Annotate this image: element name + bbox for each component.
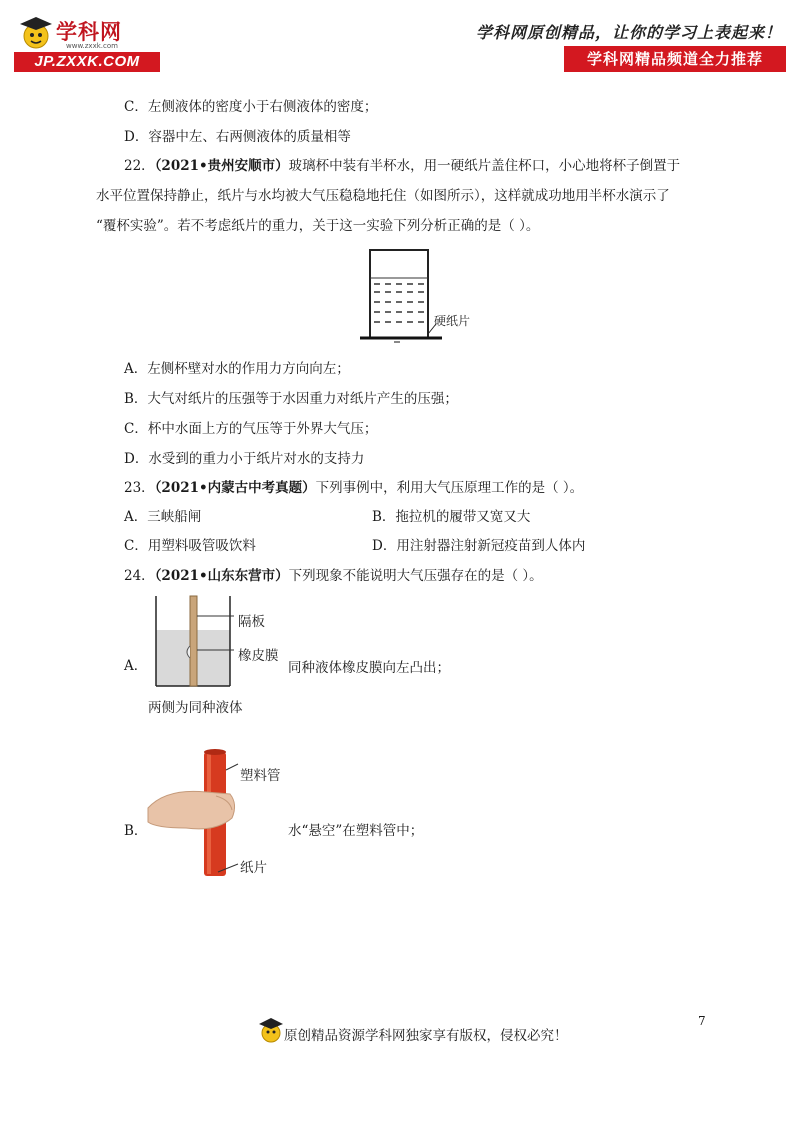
mascot-icon [14, 14, 58, 52]
q24-label-membrane: 橡皮膜 [238, 648, 279, 664]
q24-stem [124, 566, 543, 586]
q24-option-a-prefix: A． [124, 658, 148, 674]
q24-label-partition: 隔板 [238, 614, 265, 630]
q24-label-card: 纸片 [240, 860, 267, 876]
q22-line3: “覆杯实验”。若不考虑纸片的重力，关于这一实验下列分析正确的是（ ）。 [96, 218, 540, 234]
q22-option-c: C．杯中水面上方的气压等于外界大气压； [124, 421, 378, 437]
prev-option-c: C．左侧液体的密度小于右侧液体的密度； [124, 99, 378, 115]
q22-line2: 水平位置保持静止，纸片与水均被大气压稳稳地托住（如图所示），这样就成功地用半杯水演示了 [96, 188, 670, 204]
q22-cup-figure [360, 246, 490, 346]
q23-option-d: D．用注射器注射新冠疫苗到人体内 [372, 538, 586, 554]
q24-number: 24． [124, 568, 155, 584]
logo-domain: JP.ZXXK.COM [14, 52, 160, 72]
page-number: 7 [698, 1014, 706, 1028]
q23-text: 下列事例中，利用大气压原理工作的是（ ）。 [315, 480, 584, 496]
q24-label-tube: 塑料管 [240, 768, 281, 784]
q23-source: （2021•内蒙古中考真题） [154, 480, 316, 496]
q22-stem: 玻璃杯中装有半杯水，用一硬纸片盖住杯口，小心地将杯子倒置于 [288, 158, 681, 174]
q22-option-a: A．左侧杯壁对水的作用力方向向左； [124, 361, 350, 377]
q22-number: 22． [124, 158, 155, 174]
site-logo[interactable] [14, 14, 164, 74]
q24-container-figure [150, 592, 240, 692]
q22-label-card: 硬纸片 [434, 314, 471, 328]
footer-mascot-icon [258, 1016, 284, 1046]
q23-option-a: A．三峡船闸 [124, 509, 202, 525]
q22-option-d: D．水受到的重力小于纸片对水的支持力 [124, 451, 365, 467]
channel-banner[interactable]: 学科网精品频道全力推荐 [564, 46, 786, 72]
q22-line1 [124, 156, 680, 176]
q22-source: （2021•贵州安顺市） [154, 158, 289, 174]
q23-option-b: B．拖拉机的履带又宽又大 [372, 509, 531, 525]
q24-text: 下列现象不能说明大气压强存在的是（ ）。 [288, 568, 543, 584]
q24-option-b-text: 水“悬空”在塑料管中； [288, 823, 424, 839]
logo-name: 学科网 [56, 20, 122, 44]
q24-caption-a: 两侧为同种液体 [148, 700, 243, 716]
q22-option-b: B．大气对纸片的压强等于水因重力对纸片产生的压强； [124, 391, 458, 407]
q23-number: 23． [124, 480, 155, 496]
q24-option-b-prefix: B． [124, 823, 148, 839]
q23-stem [124, 478, 583, 498]
header-slogan: 学科网原创精品，让你的学习上表起来！ [475, 23, 782, 42]
q24-tube-figure [146, 748, 246, 888]
prev-option-d: D．容器中左、右两侧液体的质量相等 [124, 129, 351, 145]
footer-copyright: 原创精品资源学科网独家享有版权，侵权必究！ [284, 1028, 568, 1044]
q24-option-a-text: 同种液体橡皮膜向左凸出； [288, 660, 450, 676]
q24-source: （2021•山东东营市） [154, 568, 289, 584]
q23-option-c: C．用塑料吸管吸饮料 [124, 538, 256, 554]
logo-sub: www.zxxk.com [66, 42, 118, 50]
